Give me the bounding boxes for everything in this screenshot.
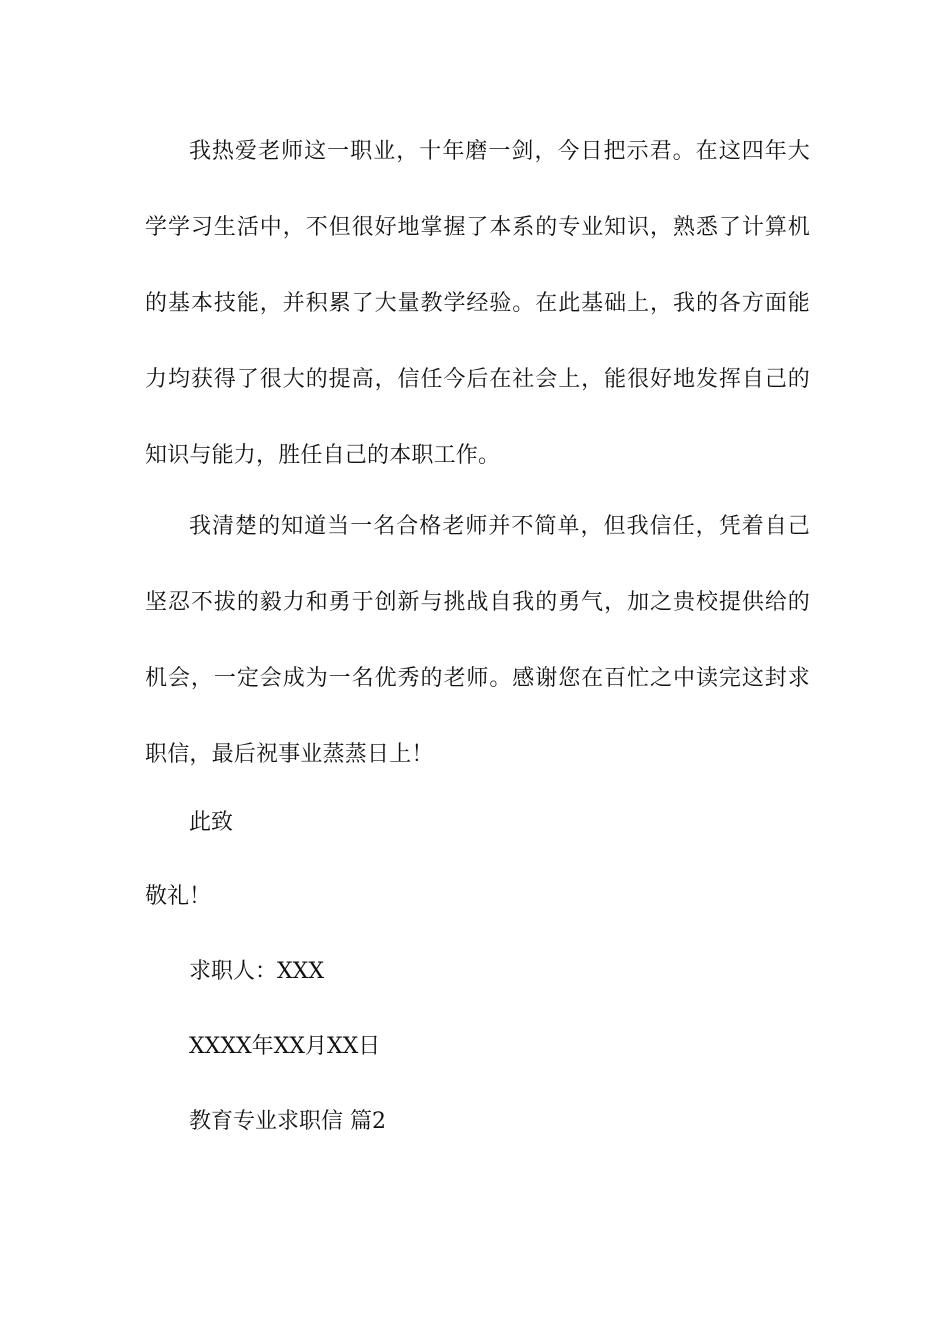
letter-applicant: 求职人：XXX — [189, 959, 324, 984]
letter-date: XXXX年XX月XX日 — [189, 1034, 381, 1059]
letter-closing: 此致 — [189, 810, 234, 835]
next-section-title: 教育专业求职信 篇2 — [189, 1109, 386, 1134]
letter-salutation: 敬礼！ — [145, 884, 212, 909]
letter-paragraph-2: 我清楚的知道当一名合格老师并不简单，但我信任，凭着自己坚忍不拔的毅力和勇于创新与挑战自我的勇气，加之贵校提供给的机会，一定会成为一名优秀的老师。感谢您在百忙之中读完这封求职信，最后祝事业蒸蒸日上！ — [145, 514, 810, 767]
letter-paragraph-1: 我热爱老师这一职业，十年磨一剑，今日把示君。在这四年大学学习生活中，不但很好地掌握了本系的专业知识，熟悉了计算机的基本技能，并积累了大量教学经验。在此基础上，我的各方面能力均获得了很大的提高，信任今后在社会上，能很好地发挥自己的知识与能力，胜任自己的本职工作。 — [145, 139, 810, 468]
